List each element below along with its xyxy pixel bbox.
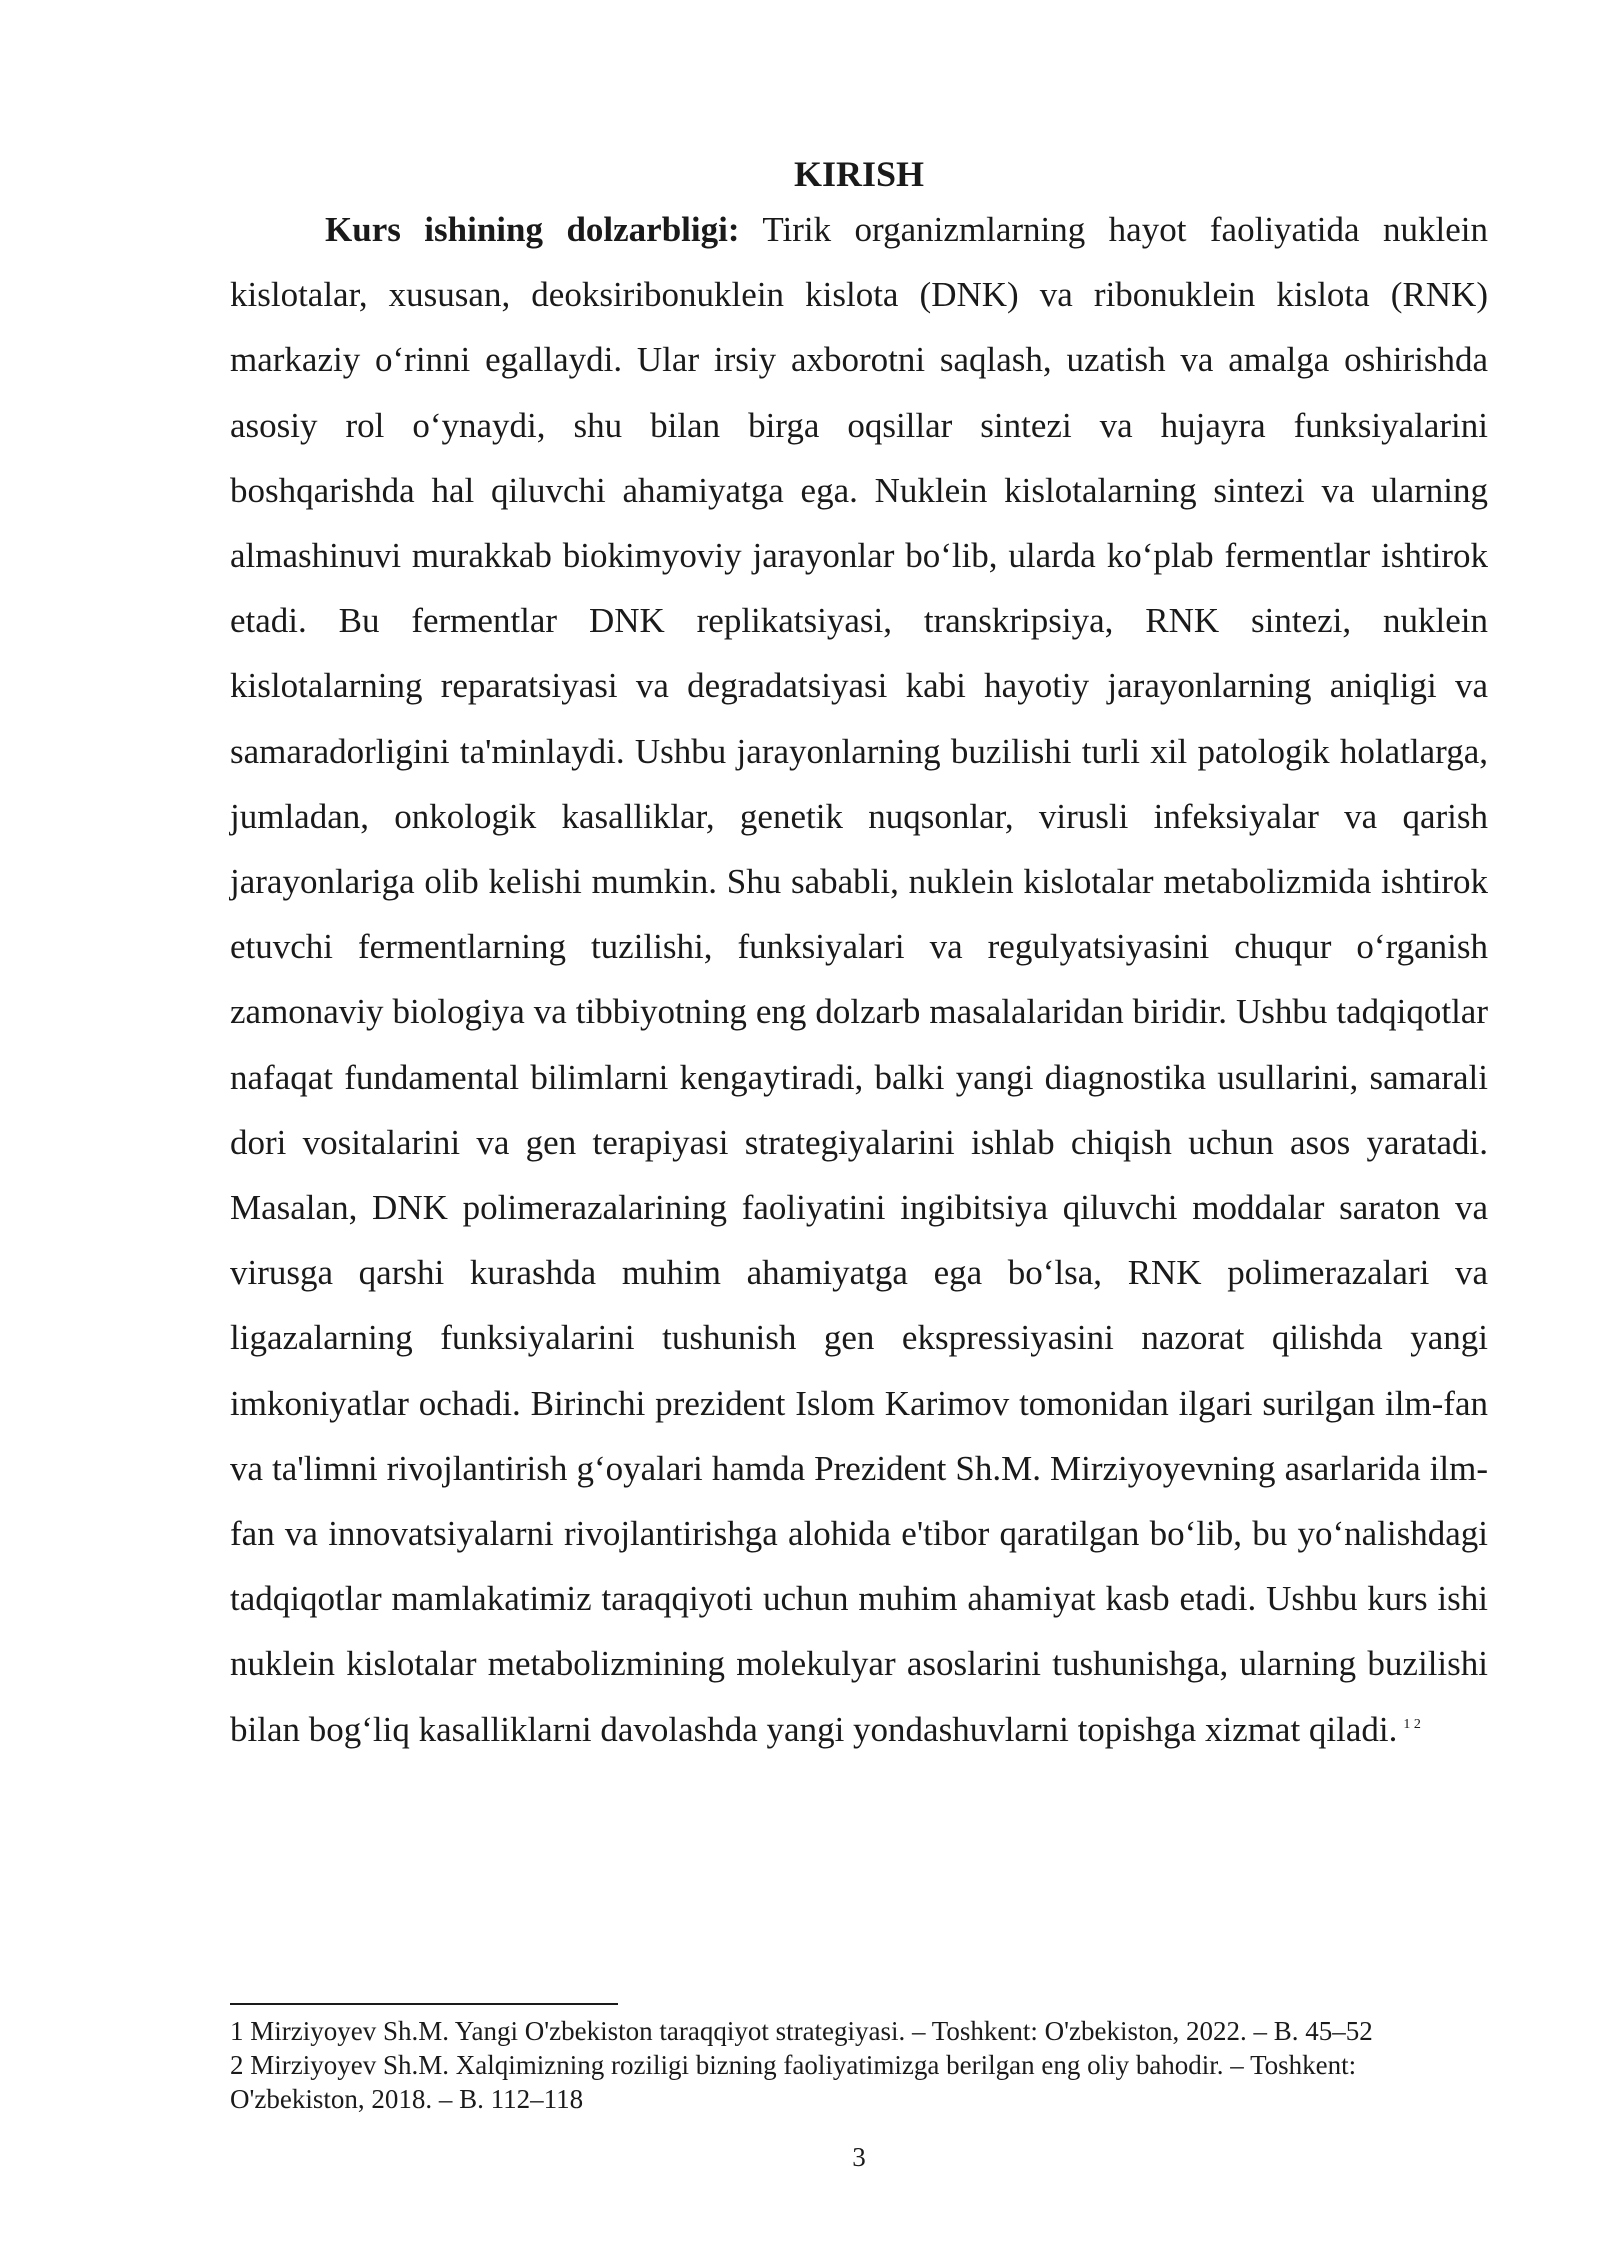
section-heading: KIRISH: [793, 154, 925, 194]
paragraph-lead: Kurs ishining dolzarbligi:: [325, 210, 740, 249]
footnote-separator: [230, 2003, 618, 2005]
footnote-1: 1 Mirziyoyev Sh.M. Yangi O'zbekiston taraqqiyot strategiyasi. – Toshkent: O'zbekiston, 2022. – B. 45–52: [230, 2016, 1373, 2046]
body-paragraph: [230, 197, 1488, 1762]
paragraph-text: Tirik organizmlarning hayot faoliyatida nuklein kislotalar, xususan, deoksiribonuklein kislota (DNK) va ribonuklein kislota (RNK) markaziy o‘rinni egallaydi. Ular irsiy axborotni saqlash, uzatish va amalga oshirishda asosiy rol o‘ynaydi, shu bilan birga oqsillar sintezi va hujayra funksiyalarini boshqarishda hal qiluvchi ahamiyatga ega. Nuklein kislotalarning sintezi va ularning almashinuvi murakkab biokimyoviy jarayonlar bo‘lib, ularda ko‘plab fermentlar ishtirok etadi. Bu fermentlar DNK replikatsiyasi, transkripsiya, RNK sintezi, nuklein kislotalarning reparatsiyasi va degradatsiyasi kabi hayotiy jarayonlarning aniqligi va samaradorligini ta'minlaydi. Ushbu jarayonlarning buzilishi turli xil patologik holatlarga, jumladan, onkologik kasalliklar, genetik nuqsonlar, virusli infeksiyalar va qarish jarayonlariga olib kelishi mumkin. Shu sababli, nuklein kislotalar metabolizmida ishtirok etuvchi fermentlarning tuzilishi, funksiyalari va regulyatsiyasini chuqur o‘rganish zamonaviy biologiya va tibbiyotning eng dolzarb masalalaridan biridir. Ushbu tadqiqotlar nafaqat fundamental bilimlarni kengaytiradi, balki yangi diagnostika usullarini, samarali dori vositalarini va gen terapiyasi strategiyalarini ishlab chiqish uchun asos yaratadi. Masalan, DNK polimerazalarining faoliyatini ingibitsiya qiluvchi moddalar saraton va virusga qarshi kurashda muhim ahamiyatga ega bo‘lsa, RNK polimerazalari va ligazalarning funksiyalarini tushunish gen ekspressiyasini nazorat qilishda yangi imkoniyatlar ochadi. Birinchi prezident Islom Karimov tomonidan ilgari surilgan ilm-fan va ta'limni rivojlantirish g‘oyalari hamda Prezident Sh.M. Mirziyoyevning asarlarida ilm-fan va innovatsiyalarni rivojlantirishga alohida e'tibor qaratilgan bo‘lib, bu yo‘nalishdagi tadqiqotlar mamlakatimiz taraqqiyoti uchun muhim ahamiyat kasb etadi. Ushbu kurs ishi nuklein kislotalar metabolizmining molekulyar asoslarini tushunishga, ularning buzilishi bilan bog‘liq kasalliklarni davolashda yangi yondashuvlarni topishga xizmat qiladi.: [230, 210, 1488, 1749]
footnote-references: 1 2: [1403, 1717, 1421, 1733]
footnote-2: 2 Mirziyoyev Sh.M. Xalqimizning roziligi bizning faoliyatimizga berilgan eng oliy bahodir. – Toshkent: O'zbekiston, 2018. – B. 112–118: [230, 2050, 1357, 2114]
page-number: 3: [852, 2142, 866, 2172]
footnotes: [230, 2014, 1488, 2116]
